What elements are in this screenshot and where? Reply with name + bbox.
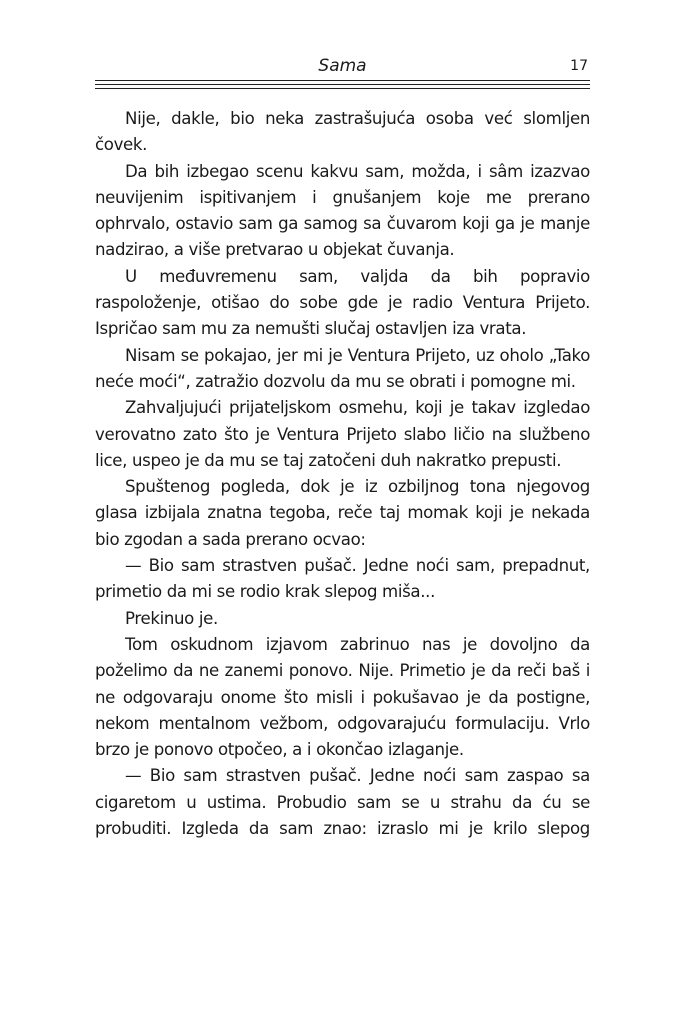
running-title: Sama (318, 56, 367, 76)
paragraph: Zahvaljujući prijateljskom osmehu, koji je takav izgledao verovatno zato što je Ventura Prijeto slabo ličio na službeno lice, uspeo je da mu se taj zatočeni duh nakratko prepusti. (95, 398, 590, 470)
page-number: 17 (570, 58, 588, 74)
paragraph: Nije, dakle, bio neka zastrašujuća osoba već slomljen čovek. (95, 109, 590, 155)
paragraph: Tom oskudnom izjavom zabrinuo nas je dovoljno da poželimo da ne zanemi ponovo. Nije. Primetio je da reči baš i ne odgovaraju onome što misli i pokušavao je da postigne, nekom mentalnom vežbom, odgovarajuću formulaciju. Vrlo brzo je ponovo otpočeo, a i okončao izlaganje. (95, 634, 590, 760)
paragraph: Prekinuo je. (125, 608, 218, 628)
paragraph: U međuvremenu sam, valjda da bih popravio raspoloženje, otišao do sobe gde je radio Ventura Prijeto. Ispričao sam mu za nemušti slučaj ostavljen iza vrata. (95, 266, 590, 339)
paragraph: — Bio sam strastven pušač. Jedne noći sam zaspao sa cigaretom u ustima. Probudio sam se u strahu da ću se probuditi. Izgleda da sam znao: izraslo mi je krilo slepog (95, 766, 590, 839)
header-rule-middle (95, 84, 590, 85)
paragraph: Spuštenog pogleda, dok je iz ozbiljnog tona njegovog glasa izbijala znatna tegoba, reče taj momak koji je nekada bio zgodan a sada prerano ocvao: (95, 477, 590, 549)
header-rule-top (95, 80, 590, 81)
paragraph: Da bih izbegao scenu kakvu sam, možda, i sâm izazvao neuvijenim ispitivanjem i gnušanjem koje me prerano ophrvalo, ostavio sam ga samog sa čuvarom koji ga je manje nadzirao, a više pretvarao u objekat čuvanja. (95, 161, 590, 260)
body-text (95, 106, 590, 842)
page-header (95, 56, 590, 78)
paragraph: — Bio sam strastven pušač. Jedne noći sam, prepadnut, primetio da mi se rodio krak slepog miša... (95, 556, 590, 602)
paragraph: Nisam se pokajao, jer mi je Ventura Prijeto, uz oholo „Tako neće moći“, zatražio dozvolu da mu se obrati i pomogne mi. (95, 345, 590, 391)
header-rule-bottom (95, 88, 590, 89)
